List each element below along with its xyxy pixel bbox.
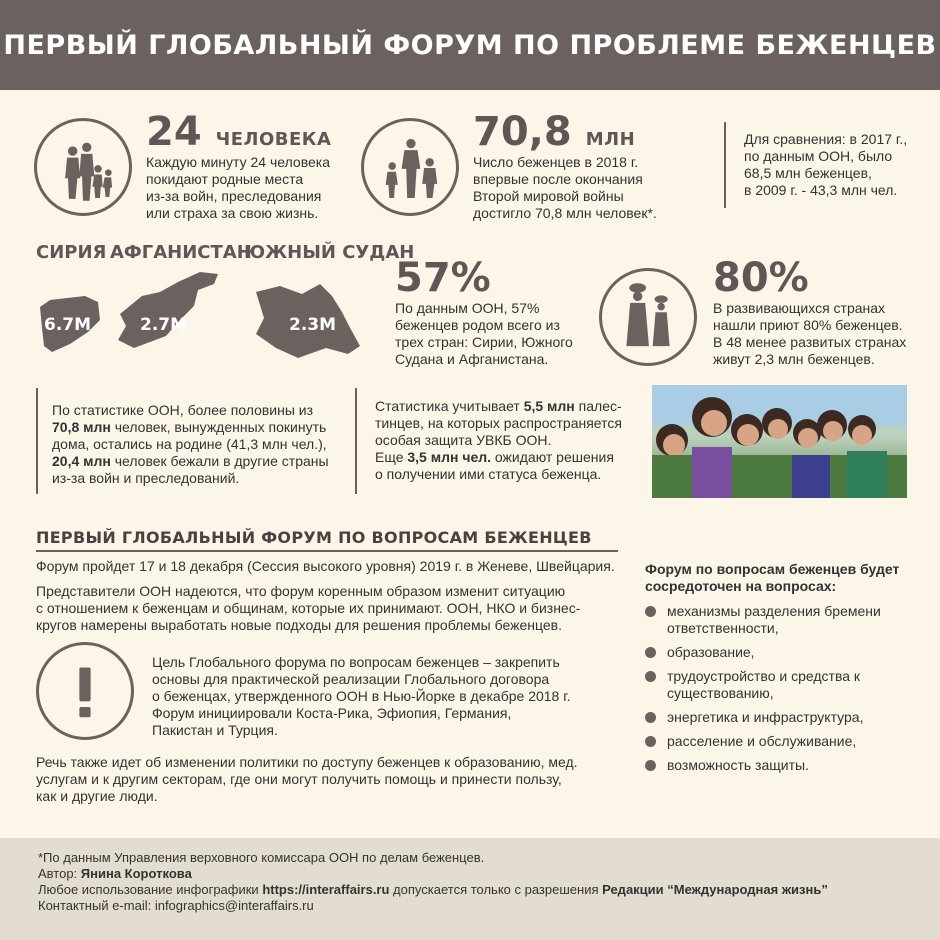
text-span: допускается только с разрешения — [389, 882, 603, 897]
site-link[interactable]: https://interaffairs.ru — [262, 882, 390, 897]
stat-70-text — [473, 154, 657, 222]
list-item — [645, 733, 915, 750]
compare-text — [744, 131, 907, 199]
text-line: Судана и Афганистана. — [395, 351, 549, 367]
text-line — [375, 449, 622, 466]
text-line: В 48 менее развитых странах — [713, 334, 907, 350]
stat-24-unit: ЧЕЛОВЕКА — [215, 129, 332, 150]
bullet-icon — [645, 671, 656, 682]
women-carrying-icon — [602, 271, 694, 363]
text-line: Представители ООН надеются, что форум коренным образом изменит ситуацию — [36, 583, 566, 599]
author-name: Янина Короткова — [80, 866, 192, 881]
block2-text — [375, 398, 622, 483]
text-line: достигло 70,8 млн человек*. — [473, 205, 657, 221]
country-south-sudan-label: ЮЖНЫЙ СУДАН — [244, 242, 415, 263]
text-line: механизмы разделения бремени — [667, 603, 881, 619]
forum-policy-text — [36, 754, 578, 805]
bullet-icon — [645, 760, 656, 771]
block2-divider — [355, 388, 357, 494]
text-line: услугам и к другим секторам, где они могут получить помощь и принести пользу, — [36, 771, 562, 787]
country-afghanistan-label: АФГАНИСТАН — [110, 242, 252, 263]
text-line: энергетика и инфраструктура, — [667, 709, 864, 725]
stat-24-text — [146, 154, 330, 222]
women-circle — [599, 268, 697, 366]
text-line: образование, — [667, 644, 755, 660]
text-line: Форум по вопросам беженцев будет — [645, 561, 900, 577]
header-bar — [0, 0, 940, 90]
text-line: сосредоточен на вопросах: — [645, 578, 837, 594]
text-line: впервые после окончания — [473, 171, 643, 187]
text-line: существованию, — [667, 685, 774, 701]
text-line: По данным ООН, 57% — [395, 300, 540, 316]
text-line: основы для практической реализации Глобального договора — [152, 671, 550, 687]
text-line — [375, 398, 622, 415]
text-line — [52, 419, 329, 436]
text-line: возможность защиты. — [667, 757, 809, 773]
text-line: с отношением к беженцам и общинам, которые их принимают. ООН, НКО и бизнес- — [36, 600, 581, 616]
text-line: кругов намерены выработать новые подходы для решения проблемы беженцев. — [36, 617, 562, 633]
footer-contact: Контактный e-mail: infographics@interaffairs.ru — [38, 898, 314, 913]
afghanistan-value: 2.7M — [140, 315, 188, 335]
block1-text — [52, 402, 329, 487]
text-span: палес- — [574, 398, 622, 414]
text-line: 68,5 млн беженцев, — [744, 165, 872, 181]
list-item — [645, 668, 915, 702]
author-label: Автор: — [38, 866, 81, 881]
refugees-walking-icon — [364, 121, 456, 213]
text-span: человек бежали в другие страны — [110, 453, 329, 469]
stat-70-value: 70,8 — [473, 109, 572, 155]
text-line — [52, 453, 329, 470]
bullet-icon — [645, 712, 656, 723]
forum-goal-text — [152, 654, 571, 739]
stat-24-value: 24 — [146, 109, 202, 155]
text-line: Пакистан и Турция. — [152, 722, 278, 738]
text-line: ответственности, — [667, 620, 779, 636]
stat-80-text — [713, 300, 906, 368]
text-line: тинцев, на которых распространяется — [375, 415, 622, 431]
text-span: Любое использование инфографики — [38, 882, 263, 897]
afghanistan-map — [118, 272, 218, 348]
bold-value: 70,8 млн — [52, 419, 111, 435]
editorial-name: Редакции “Международная жизнь” — [602, 882, 828, 897]
forum-section-title: ПЕРВЫЙ ГЛОБАЛЬНЫЙ ФОРУМ ПО ВОПРОСАМ БЕЖЕНЦЕВ — [36, 528, 592, 547]
text-line: Форум инициировали Коста-Рика, Эфиопия, Германия, — [152, 705, 512, 721]
family-walking-icon — [37, 121, 129, 213]
text-line: из-за войн и преследований. — [52, 470, 240, 486]
stat-70-number — [473, 109, 636, 160]
footer — [0, 838, 940, 940]
text-line: о беженцах, утвержденного ООН в Нью-Йорке в декабре 2018 г. — [152, 688, 571, 704]
stat-80-number: 80% — [713, 255, 809, 301]
stat-24-number — [146, 109, 332, 160]
page-title: ПЕРВЫЙ ГЛОБАЛЬНЫЙ ФОРУМ ПО ПРОБЛЕМЕ БЕЖЕНЦЕВ — [3, 29, 937, 61]
text-line: по данным ООН, было — [744, 148, 893, 164]
stat-57-number: 57% — [395, 255, 491, 301]
text-line: Речь также идет об изменении политики по доступу беженцев к образованию, мед. — [36, 754, 578, 770]
exclamation-circle — [36, 642, 134, 740]
text-line: В развивающихся странах — [713, 300, 886, 316]
forum-expectations-text — [36, 583, 580, 634]
text-line: покидают родные места — [146, 171, 304, 187]
list-item — [645, 603, 915, 637]
text-line: как и другие люди. — [36, 788, 158, 804]
forum-date-text: Форум пройдет 17 и 18 декабря (Сессия высокого уровня) 2019 г. в Женеве, Швейцария. — [36, 558, 615, 574]
footer-author — [38, 866, 192, 881]
focus-topics-list — [645, 603, 915, 781]
text-span: Статистика учитывает — [375, 398, 524, 414]
footer-usage — [38, 882, 828, 897]
text-line: живут 2,3 млн беженцев. — [713, 351, 875, 367]
bullet-icon — [645, 647, 656, 658]
stat-57-text — [395, 300, 573, 368]
family-circle — [34, 118, 132, 216]
list-item — [645, 757, 915, 774]
text-line: из-за войн, преследования — [146, 188, 322, 204]
text-line: Каждую минуту 24 человека — [146, 154, 330, 170]
bold-value: 5,5 млн — [523, 398, 575, 414]
footer-source: *По данным Управления верховного комиссара ООН по делам беженцев. — [38, 850, 485, 865]
text-line: По статистике ООН, более половины из — [52, 402, 314, 418]
bullet-icon — [645, 606, 656, 617]
text-line: расселение и обслуживание, — [667, 733, 857, 749]
text-line: Число беженцев в 2018 г. — [473, 154, 639, 170]
text-line: о получении ими статуса беженца. — [375, 466, 602, 482]
south-sudan-value: 2.3M — [289, 315, 337, 335]
bullet-icon — [645, 736, 656, 747]
text-line: Цель Глобального форума по вопросам беженцев – закрепить — [152, 654, 560, 670]
syria-value: 6.7M — [44, 315, 92, 335]
country-syria-label: СИРИЯ — [36, 242, 107, 263]
text-span: Еще — [375, 449, 408, 465]
list-item — [645, 644, 915, 661]
text-span: ожидают решения — [491, 449, 614, 465]
children-group-illustration — [652, 385, 907, 498]
text-line: Второй мировой войны — [473, 188, 624, 204]
compare-divider — [724, 122, 726, 208]
focus-title — [645, 561, 915, 595]
text-line: Для сравнения: в 2017 г., — [744, 131, 908, 147]
text-line: нашли приют 80% беженцев. — [713, 317, 903, 333]
text-span: человек, вынужденных покинуть — [110, 419, 327, 435]
refugees-circle — [361, 118, 459, 216]
text-line: или страха за свою жизнь. — [146, 205, 319, 221]
block1-divider — [36, 388, 38, 494]
text-line: в 2009 г. - 43,3 млн чел. — [744, 182, 898, 198]
section-divider — [36, 550, 618, 552]
exclamation-icon — [39, 645, 131, 737]
text-line: особая защита УВКБ ООН. — [375, 432, 552, 448]
text-line: дома, остались на родине (41,3 млн чел.), — [52, 436, 327, 452]
bold-value: 20,4 млн — [52, 453, 111, 469]
stat-70-unit: МЛН — [585, 129, 636, 150]
bold-value: 3,5 млн чел. — [407, 449, 492, 465]
text-line: трех стран: Сирии, Южного — [395, 334, 573, 350]
list-item — [645, 709, 915, 726]
children-photo — [652, 385, 907, 498]
text-line: трудоустройство и средства к — [667, 668, 861, 684]
text-line: беженцев родом всего из — [395, 317, 560, 333]
